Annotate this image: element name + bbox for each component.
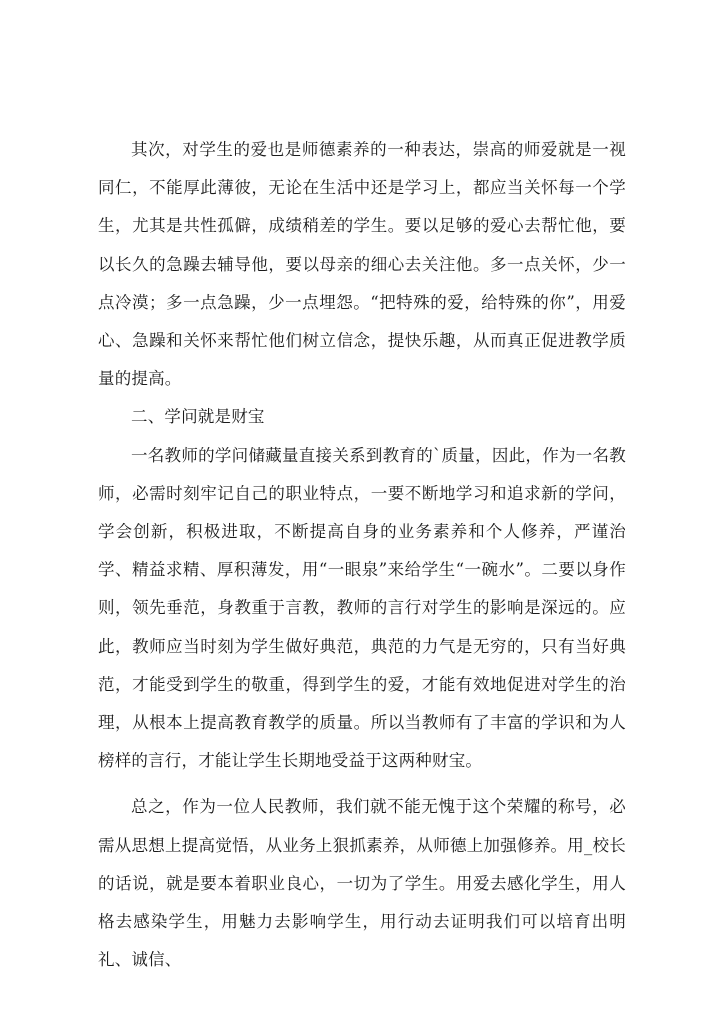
paragraph-teacher-knowledge: 一名教师的学问储藏量直接关系到教育的`质量，因此，作为一名教师，必需时刻牢记自己的职业特点，一要不断地学习和追求新的学问，学会创新，积极进取，不断提高自身的业务素养和个人修养，严谨治学、精益求精、厚积薄发，用“一眼泉”来给学生“一碗水”。二要以身作则，领先垂范，身教重于言教，教师的言行对学生的影响是深远的。应此，教师应当时刻为学生做好典范，典范的力气是无穷的，只有当好典范，才能受到学生的敬重，得到学生的爱，才能有效地促进对学生的治理，从根本上提高教育教学的质量。所以当教师有了丰富的学识和为人榜样的言行，才能让学生长期地受益于这两种财宝。 [98, 445, 626, 771]
paragraph-conclusion: 总之，作为一位人民教师，我们就不能无愧于这个荣耀的称号，必需从思想上提高觉悟，从业务上狠抓素养，从师德上加强修养。用_校长的话说，就是要本着职业良心，一切为了学生。用爱去感化学生，用人格去感染学生，用魅力去影响学生，用行动去证明我们可以培育出明礼、诚信、 [98, 797, 626, 970]
paragraph-spacer [98, 780, 626, 788]
document-body [98, 131, 626, 979]
paragraph-teacher-love: 其次，对学生的爱也是师德素养的一种表达，崇高的师爱就是一视同仁，不能厚此薄彼，无论在生活中还是学习上，都应当关怀每一个学生，尤其是共性孤僻，成绩稍差的学生。要以足够的爱心去帮忙他，要以长久的急躁去辅导他，要以母亲的细心去关注他。多一点关怀，少一点冷漠；多一点急躁，少一点埋怨。“把特殊的爱，给特殊的你”，用爱心、急躁和关怀来帮忙他们树立信念，提快乐趣，从而真正促进教学质量的提高。 [98, 140, 626, 389]
section-heading-knowledge-treasure: 二、学问就是财宝 [131, 407, 265, 427]
